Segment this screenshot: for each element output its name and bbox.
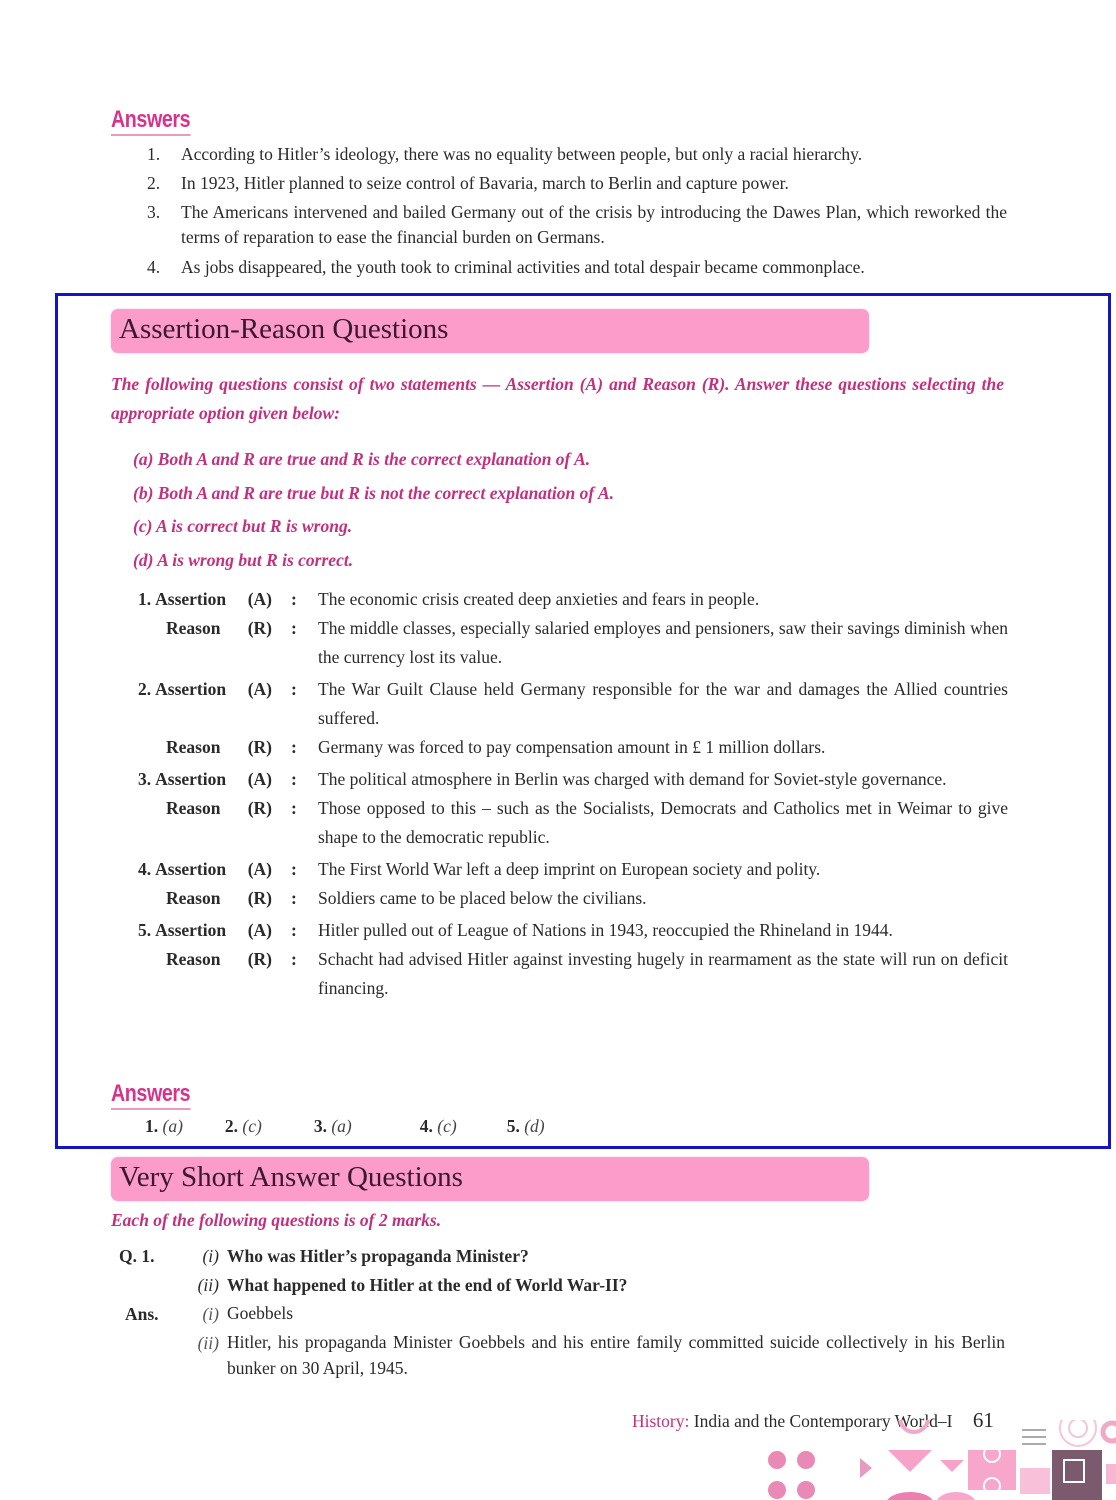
reason-row <box>138 884 1008 913</box>
reason-row <box>138 614 1008 672</box>
option-d: (d) A is wrong but R is correct. <box>133 549 354 570</box>
assertion-row <box>138 585 1008 614</box>
roman-numeral: (ii) <box>197 1275 219 1295</box>
dot-icon <box>768 1451 786 1469</box>
answers-heading: Answers <box>111 106 190 136</box>
reason-row <box>138 794 1008 852</box>
reason-label: Reason (R) <box>166 737 272 757</box>
section-title: Assertion-Reason Questions <box>119 313 449 345</box>
ar-answer: 5. (d) <box>506 1116 545 1136</box>
reason-label: Reason (R) <box>166 949 272 969</box>
reason-text: Those opposed to this – such as the Socialists, Democrats and Catholics met in Weimar to give shape to the democratic republic. <box>318 798 1008 847</box>
answer-line <box>119 1300 1005 1329</box>
colon: : <box>291 920 297 940</box>
reason-label: Reason (R) <box>166 618 272 638</box>
options-list <box>133 444 614 578</box>
answer-item <box>147 171 1007 196</box>
question-label: Q. 1. <box>119 1246 155 1266</box>
answer-item <box>147 255 1007 280</box>
colon: : <box>291 589 297 609</box>
question-line <box>119 1271 1005 1300</box>
section-header-very-short <box>111 1157 869 1201</box>
colon: : <box>291 859 297 879</box>
colon: : <box>291 888 297 908</box>
option-b: (b) Both A and R are true but R is not the correct explanation of A. <box>133 482 614 503</box>
question-line <box>119 1242 1005 1271</box>
assertion-reason-list <box>138 585 1008 1006</box>
triangle-icon <box>860 1458 872 1478</box>
colon: : <box>291 769 297 789</box>
reason-row <box>138 945 1008 1003</box>
assertion-label: 3. Assertion (A) <box>138 769 272 789</box>
question-text: Who was Hitler’s propaganda Minister? <box>227 1246 529 1266</box>
answer-text: According to Hitler’s ideology, there was no equality between people, but only a racial hierarchy. <box>181 144 863 164</box>
answer-text: Goebbels <box>227 1303 294 1323</box>
option-c: (c) A is correct but R is wrong. <box>133 516 353 536</box>
instructions: The following questions consist of two statements — Assertion (A) and Reason (R). Answer these questions selecting the appropriate option given below: <box>111 374 1004 423</box>
assertion-text: The political atmosphere in Berlin was charged with demand for Soviet-style governance. <box>318 769 947 789</box>
option-a: (a) Both A and R are true and R is the correct explanation of A. <box>133 449 591 469</box>
reason-text: Schacht had advised Hitler against investing hugely in rearmament as the state will run on deficit financing. <box>318 949 1008 998</box>
colon: : <box>291 798 297 818</box>
section-header-assertion-reason <box>111 309 869 353</box>
roman-numeral: (i) <box>202 1304 219 1324</box>
answer-text: In 1923, Hitler planned to seize control of Bavaria, march to Berlin and capture power. <box>181 173 789 193</box>
footer-subject: History: <box>632 1411 690 1431</box>
assertion-text: The War Guilt Clause held Germany responsible for the war and damages the Allied countries suffered. <box>318 679 1008 728</box>
colon: : <box>291 679 297 699</box>
assertion-row <box>138 916 1008 945</box>
answer-label: Ans. <box>125 1304 159 1324</box>
answer-text: As jobs disappeared, the youth took to criminal activities and total despair became commonplace. <box>181 257 865 277</box>
answer-line <box>119 1329 1005 1381</box>
answer-item <box>147 200 1007 250</box>
question-text: What happened to Hitler at the end of World War-II? <box>227 1275 628 1295</box>
answer-text: The Americans intervened and bailed Germany out of the crisis by introducing the Dawes Plan, which reworked the terms of reparation to ease the financial burden on Germans. <box>181 202 1007 247</box>
roman-numeral: (ii) <box>197 1333 219 1353</box>
answer-number: 4. <box>147 257 161 277</box>
reason-text: Germany was forced to pay compensation amount in £ 1 million dollars. <box>318 737 826 757</box>
colon: : <box>291 949 297 969</box>
answer-number: 2. <box>147 173 161 193</box>
ar-answer: 3. (a) <box>313 1116 352 1136</box>
assertion-text: Hitler pulled out of League of Nations in 1943, reoccupied the Rhineland in 1944. <box>318 920 893 940</box>
ar-answers-heading: Answers <box>111 1080 190 1110</box>
assertion-row <box>138 675 1008 733</box>
section-title: Very Short Answer Questions <box>119 1161 463 1193</box>
reason-row <box>138 733 1008 762</box>
answer-number: 1. <box>147 144 161 164</box>
assertion-row <box>138 855 1008 884</box>
assertion-label: 5. Assertion (A) <box>138 920 272 940</box>
assertion-text: The First World War left a deep imprint on European society and polity. <box>318 859 821 879</box>
footer-book-title: India and the Contemporary World–I <box>693 1411 953 1431</box>
ring-icon <box>1060 1420 1096 1446</box>
reason-label: Reason (R) <box>166 798 272 818</box>
decorative-pattern-icon <box>760 1420 1116 1500</box>
colon: : <box>291 737 297 757</box>
reason-label: Reason (R) <box>166 888 272 908</box>
ar-answer: 2. (c) <box>224 1116 262 1136</box>
ar-answer: 1. (a) <box>145 1116 183 1136</box>
roman-numeral: (i) <box>202 1246 219 1266</box>
ar-answer: 4. (c) <box>419 1116 457 1136</box>
answers-list <box>147 142 1007 280</box>
assertion-label: 2. Assertion (A) <box>138 679 272 699</box>
marks-note: Each of the following questions is of 2 marks. <box>111 1210 442 1230</box>
ar-answers-row <box>145 1116 587 1137</box>
question-answer-block <box>119 1242 1005 1381</box>
assertion-label: 1. Assertion (A) <box>138 589 272 609</box>
lines-icon <box>1022 1430 1046 1444</box>
page-number: 61 <box>972 1408 994 1432</box>
assertion-label: 4. Assertion (A) <box>138 859 272 879</box>
answer-number: 3. <box>147 202 161 222</box>
reason-text: The middle classes, especially salaried employes and pensioners, saw their savings diminish when the currency lost its value. <box>318 618 1008 667</box>
reason-text: Soldiers came to be placed below the civilians. <box>318 888 647 908</box>
assertion-text: The economic crisis created deep anxieties and fears in people. <box>318 589 760 609</box>
colon: : <box>291 618 297 638</box>
answer-item <box>147 142 1007 167</box>
answer-text: Hitler, his propaganda Minister Goebbels and his entire family committed suicide collectively in his Berlin bunker on 30 April, 1945. <box>227 1332 1005 1378</box>
assertion-row <box>138 765 1008 794</box>
